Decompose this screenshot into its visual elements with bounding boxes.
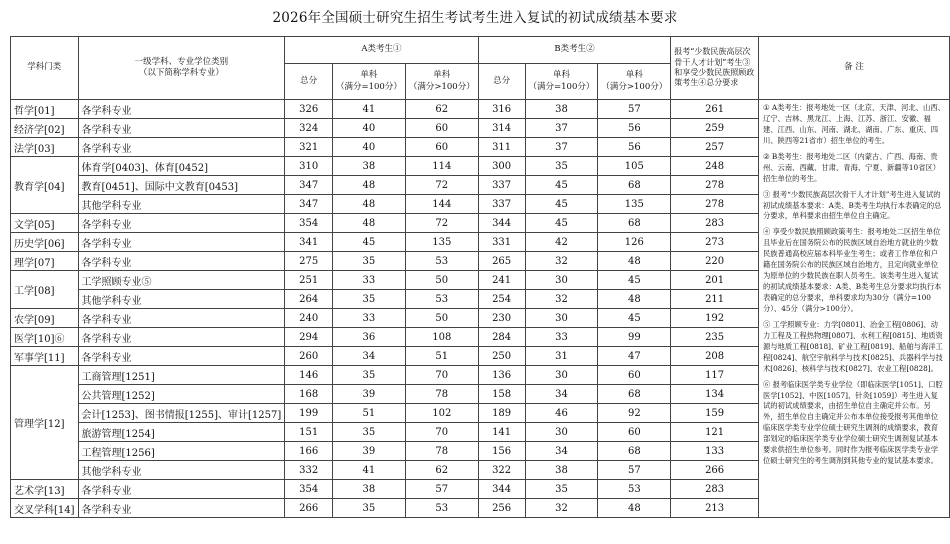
score-table xyxy=(10,36,950,518)
minority-total-score: 259 xyxy=(671,119,759,138)
single-100-score-b: 34 xyxy=(525,385,598,404)
single-gt100-score-b: 126 xyxy=(598,233,671,252)
header-category: 一级学科、专业学位类别 （以下简称学科专业） xyxy=(78,37,285,100)
total-score-a: 324 xyxy=(285,119,333,138)
minority-total-score: 133 xyxy=(671,442,759,461)
minority-total-score: 278 xyxy=(671,195,759,214)
discipline-cell: 交叉学科[14] xyxy=(11,499,79,518)
total-score-b: 254 xyxy=(478,290,525,309)
discipline-cell: 文学[05] xyxy=(11,214,79,233)
note-item: ⑥ 报考临床医学类专业学位（即临床医学[1051]、口腔医学[1052]、中医[1057]、针灸[1059]）考生进入复试的初试成绩要求，由招生单位自主确定并公布。另外，招生单位自主确定并公布本单位接受报考其他单位临床医学类专业学位硕士研究生调剂的成绩要求，教育部划定的临床医学类专业学位硕士研究生调剂复试基本要求供招生单位参考。同时作为报考临床医学类专业学位硕士研究生的考生调剂到其他专业的复试基本要求。 xyxy=(762,379,943,466)
total-score-b: 331 xyxy=(478,233,525,252)
total-score-a: 166 xyxy=(285,442,333,461)
single-gt100-score-a: 60 xyxy=(405,138,478,157)
single-gt100-score-a: 70 xyxy=(405,366,478,385)
discipline-cell: 经济学[02] xyxy=(11,119,79,138)
total-score-b: 156 xyxy=(478,442,525,461)
minority-total-score: 208 xyxy=(671,347,759,366)
minority-total-score: 283 xyxy=(671,214,759,233)
single-100-score-b: 46 xyxy=(525,404,598,423)
total-score-a: 347 xyxy=(285,176,333,195)
single-100-score-b: 45 xyxy=(525,176,598,195)
single-100-score-a: 35 xyxy=(332,499,405,518)
discipline-cell: 法学[03] xyxy=(11,138,79,157)
single-gt100-score-a: 102 xyxy=(405,404,478,423)
total-score-a: 332 xyxy=(285,461,333,480)
single-gt100-score-b: 45 xyxy=(598,271,671,290)
single-gt100-score-b: 135 xyxy=(598,195,671,214)
header-a-single-100: 单科 （满分=100分） xyxy=(332,64,405,100)
single-100-score-b: 33 xyxy=(525,328,598,347)
single-100-score-b: 30 xyxy=(525,423,598,442)
single-100-score-b: 30 xyxy=(525,366,598,385)
subject-cell: 各学科专业 xyxy=(78,499,285,518)
total-score-b: 344 xyxy=(478,480,525,499)
single-100-score-b: 32 xyxy=(525,499,598,518)
single-100-score-a: 41 xyxy=(332,100,405,119)
subject-cell: 教育[0451]、国际中文教育[0453] xyxy=(78,176,285,195)
single-gt100-score-b: 56 xyxy=(598,138,671,157)
subject-cell: 会计[1253]、图书情报[1255]、审计[1257] xyxy=(78,404,285,423)
note-item: ③ 报考“少数民族高层次骨干人才计划”考生进入复试的初试成绩基本要求：A类、B类考生均执行本表确定的总分要求，单科要求由招生单位自主确定。 xyxy=(762,189,942,221)
single-100-score-b: 35 xyxy=(525,157,598,176)
total-score-a: 146 xyxy=(285,366,333,385)
single-gt100-score-b: 57 xyxy=(598,461,671,480)
single-100-score-a: 40 xyxy=(332,119,405,138)
single-gt100-score-a: 62 xyxy=(405,100,478,119)
single-100-score-a: 35 xyxy=(332,366,405,385)
single-gt100-score-b: 60 xyxy=(598,423,671,442)
single-gt100-score-b: 48 xyxy=(598,499,671,518)
single-100-score-a: 40 xyxy=(332,138,405,157)
single-100-score-a: 33 xyxy=(332,309,405,328)
single-gt100-score-a: 60 xyxy=(405,119,478,138)
single-100-score-b: 35 xyxy=(525,480,598,499)
note-item: ① A类考生：报考地处一区（北京、天津、河北、山西、辽宁、吉林、黑龙江、上海、江苏、浙江、安徽、福建、江西、山东、河南、湖北、湖南、广东、重庆、四川、陕西等21省市）招生单位的考生。 xyxy=(762,103,945,145)
discipline-cell: 艺术学[13] xyxy=(11,480,79,499)
single-gt100-score-b: 92 xyxy=(598,404,671,423)
subject-cell: 各学科专业 xyxy=(78,119,285,138)
single-gt100-score-a: 72 xyxy=(405,176,478,195)
note-item: ② B类考生：报考地处二区（内蒙古、广西、海南、贵州、云南、西藏、甘肃、青海、宁夏、新疆等10省区）招生单位的考生。 xyxy=(762,151,941,183)
header-group-a: A类考生① xyxy=(285,37,478,64)
header-notes: 备 注 xyxy=(758,37,949,100)
single-gt100-score-a: 53 xyxy=(405,290,478,309)
discipline-cell: 历史学[06] xyxy=(11,233,79,252)
discipline-cell: 军事学[11] xyxy=(11,347,79,366)
single-100-score-a: 35 xyxy=(332,423,405,442)
single-gt100-score-a: 78 xyxy=(405,442,478,461)
total-score-b: 230 xyxy=(478,309,525,328)
single-100-score-a: 41 xyxy=(332,461,405,480)
minority-total-score: 283 xyxy=(671,480,759,499)
total-score-a: 326 xyxy=(285,100,333,119)
subject-cell: 各学科专业 xyxy=(78,328,285,347)
discipline-cell: 理学[07] xyxy=(11,252,79,271)
total-score-b: 265 xyxy=(478,252,525,271)
total-score-a: 310 xyxy=(285,157,333,176)
single-100-score-b: 37 xyxy=(525,119,598,138)
subject-cell: 各学科专业 xyxy=(78,100,285,119)
minority-total-score: 121 xyxy=(671,423,759,442)
minority-total-score: 235 xyxy=(671,328,759,347)
single-gt100-score-b: 68 xyxy=(598,214,671,233)
total-score-b: 136 xyxy=(478,366,525,385)
single-100-score-b: 38 xyxy=(525,100,598,119)
minority-total-score: 248 xyxy=(671,157,759,176)
single-100-score-a: 39 xyxy=(332,385,405,404)
total-score-a: 151 xyxy=(285,423,333,442)
discipline-cell: 教育学[04] xyxy=(11,157,79,214)
total-score-a: 341 xyxy=(285,233,333,252)
minority-total-score: 159 xyxy=(671,404,759,423)
subject-cell: 各学科专业 xyxy=(78,309,285,328)
single-100-score-b: 31 xyxy=(525,347,598,366)
discipline-cell: 哲学[01] xyxy=(11,100,79,119)
subject-cell: 其他学科专业 xyxy=(78,195,285,214)
single-100-score-a: 48 xyxy=(332,214,405,233)
note-item: ④ 享受少数民族照顾政策考生：报考地处二区招生单位且毕业后在国务院公布的民族区域自治地方就业的少数民族普通高校应届本科毕业生考生；或者工作单位和户籍在国务院公布的民族区域自治地方，且定向就业单位为原单位的少数民族在职人员考生。该类考生进入复试的初试成绩基本要求：A类、B类考生总分要求均执行本表确定的总分要求，单科要求均为30分（满分=100分）、45分（满分>100分）。 xyxy=(762,227,942,313)
total-score-b: 284 xyxy=(478,328,525,347)
single-100-score-a: 34 xyxy=(332,347,405,366)
table-row xyxy=(11,100,950,119)
minority-total-score: 211 xyxy=(671,290,759,309)
single-gt100-score-a: 57 xyxy=(405,480,478,499)
single-100-score-b: 45 xyxy=(525,195,598,214)
total-score-b: 311 xyxy=(478,138,525,157)
single-gt100-score-a: 78 xyxy=(405,385,478,404)
total-score-a: 354 xyxy=(285,214,333,233)
single-100-score-a: 35 xyxy=(332,252,405,271)
minority-total-score: 192 xyxy=(671,309,759,328)
minority-total-score: 220 xyxy=(671,252,759,271)
single-gt100-score-b: 47 xyxy=(598,347,671,366)
total-score-b: 189 xyxy=(478,404,525,423)
total-score-b: 300 xyxy=(478,157,525,176)
single-gt100-score-b: 57 xyxy=(598,100,671,119)
total-score-a: 264 xyxy=(285,290,333,309)
subject-cell: 公共管理[1252] xyxy=(78,385,285,404)
single-100-score-a: 38 xyxy=(332,480,405,499)
subject-cell: 各学科专业 xyxy=(78,252,285,271)
note-item: ⑤ 工学照顾专业：力学[0801]、冶金工程[0806]、动力工程及工程热物理[0807]、水利工程[0815]、地质资源与地质工程[0818]、矿业工程[0819]、船舶与海洋工程[0824]、航空宇航科学与技术[0825]、兵器科学与技术[0826]、核科学与技术[0827]、农业工程[0828]。 xyxy=(762,319,943,373)
single-gt100-score-b: 105 xyxy=(598,157,671,176)
total-score-a: 266 xyxy=(285,499,333,518)
minority-total-score: 273 xyxy=(671,233,759,252)
single-gt100-score-a: 135 xyxy=(405,233,478,252)
single-100-score-a: 48 xyxy=(332,176,405,195)
single-gt100-score-a: 72 xyxy=(405,214,478,233)
total-score-b: 337 xyxy=(478,195,525,214)
header-a-total: 总分 xyxy=(285,64,333,100)
header-discipline: 学科门类 xyxy=(11,37,79,100)
notes-cell xyxy=(758,100,949,518)
header-group-b: B类考生② xyxy=(478,37,671,64)
total-score-a: 321 xyxy=(285,138,333,157)
single-100-score-a: 48 xyxy=(332,195,405,214)
subject-cell: 各学科专业 xyxy=(78,347,285,366)
total-score-b: 158 xyxy=(478,385,525,404)
total-score-a: 251 xyxy=(285,271,333,290)
single-gt100-score-b: 68 xyxy=(598,176,671,195)
subject-cell: 各学科专业 xyxy=(78,480,285,499)
single-gt100-score-b: 45 xyxy=(598,309,671,328)
single-gt100-score-b: 48 xyxy=(598,290,671,309)
single-100-score-b: 30 xyxy=(525,309,598,328)
discipline-cell: 工学[08] xyxy=(11,271,79,309)
total-score-b: 241 xyxy=(478,271,525,290)
total-score-a: 260 xyxy=(285,347,333,366)
total-score-b: 250 xyxy=(478,347,525,366)
minority-total-score: 134 xyxy=(671,385,759,404)
single-100-score-b: 38 xyxy=(525,461,598,480)
single-100-score-b: 37 xyxy=(525,138,598,157)
single-100-score-b: 30 xyxy=(525,271,598,290)
total-score-a: 168 xyxy=(285,385,333,404)
single-gt100-score-b: 48 xyxy=(598,252,671,271)
total-score-b: 316 xyxy=(478,100,525,119)
total-score-b: 322 xyxy=(478,461,525,480)
subject-cell: 其他学科专业 xyxy=(78,290,285,309)
subject-cell: 体育学[0403]、体育[0452] xyxy=(78,157,285,176)
minority-total-score: 117 xyxy=(671,366,759,385)
page-title: 2026年全国硕士研究生招生考试考生进入复试的初试成绩基本要求 xyxy=(272,10,678,26)
single-gt100-score-a: 50 xyxy=(405,271,478,290)
total-score-a: 240 xyxy=(285,309,333,328)
single-gt100-score-a: 50 xyxy=(405,309,478,328)
total-score-b: 337 xyxy=(478,176,525,195)
total-score-b: 256 xyxy=(478,499,525,518)
single-100-score-a: 38 xyxy=(332,157,405,176)
total-score-a: 294 xyxy=(285,328,333,347)
single-gt100-score-a: 51 xyxy=(405,347,478,366)
single-gt100-score-a: 144 xyxy=(405,195,478,214)
single-gt100-score-b: 53 xyxy=(598,480,671,499)
subject-cell: 各学科专业 xyxy=(78,214,285,233)
single-gt100-score-b: 99 xyxy=(598,328,671,347)
subject-cell: 各学科专业 xyxy=(78,138,285,157)
header-a-single-gt100: 单科 （满分>100分） xyxy=(405,64,478,100)
single-gt100-score-a: 70 xyxy=(405,423,478,442)
single-gt100-score-a: 108 xyxy=(405,328,478,347)
single-100-score-a: 33 xyxy=(332,271,405,290)
single-gt100-score-b: 60 xyxy=(598,366,671,385)
header-b-total: 总分 xyxy=(478,64,525,100)
single-gt100-score-a: 53 xyxy=(405,499,478,518)
minority-total-score: 261 xyxy=(671,100,759,119)
minority-total-score: 257 xyxy=(671,138,759,157)
minority-total-score: 213 xyxy=(671,499,759,518)
single-gt100-score-b: 56 xyxy=(598,119,671,138)
single-100-score-b: 32 xyxy=(525,252,598,271)
total-score-b: 344 xyxy=(478,214,525,233)
single-gt100-score-b: 68 xyxy=(598,442,671,461)
total-score-b: 141 xyxy=(478,423,525,442)
subject-cell: 其他学科专业 xyxy=(78,461,285,480)
total-score-a: 347 xyxy=(285,195,333,214)
single-100-score-b: 45 xyxy=(525,214,598,233)
single-gt100-score-a: 62 xyxy=(405,461,478,480)
single-gt100-score-a: 53 xyxy=(405,252,478,271)
total-score-a: 199 xyxy=(285,404,333,423)
header-b-single-gt100: 单科 （满分>100分） xyxy=(598,64,671,100)
discipline-cell: 医学[10]⑥ xyxy=(11,328,79,347)
subject-cell: 工商管理[1251] xyxy=(78,366,285,385)
single-100-score-b: 32 xyxy=(525,290,598,309)
minority-total-score: 201 xyxy=(671,271,759,290)
single-100-score-a: 45 xyxy=(332,233,405,252)
total-score-a: 275 xyxy=(285,252,333,271)
discipline-cell: 农学[09] xyxy=(11,309,79,328)
total-score-b: 314 xyxy=(478,119,525,138)
single-100-score-b: 34 xyxy=(525,442,598,461)
total-score-a: 354 xyxy=(285,480,333,499)
single-gt100-score-b: 68 xyxy=(598,385,671,404)
minority-total-score: 278 xyxy=(671,176,759,195)
single-100-score-a: 36 xyxy=(332,328,405,347)
subject-cell: 工程管理[1256] xyxy=(78,442,285,461)
single-100-score-b: 42 xyxy=(525,233,598,252)
header-minority-total: 报考“少数民族高层次骨干人才计划”考生③和享受少数民族照顾政策考生④总分要求 xyxy=(671,37,759,100)
single-gt100-score-a: 114 xyxy=(405,157,478,176)
single-100-score-a: 35 xyxy=(332,290,405,309)
subject-cell: 各学科专业 xyxy=(78,233,285,252)
single-100-score-a: 51 xyxy=(332,404,405,423)
header-b-single-100: 单科 （满分=100分） xyxy=(525,64,598,100)
subject-cell: 工学照顾专业⑤ xyxy=(78,271,285,290)
subject-cell: 旅游管理[1254] xyxy=(78,423,285,442)
single-100-score-a: 39 xyxy=(332,442,405,461)
discipline-cell: 管理学[12] xyxy=(11,366,79,480)
minority-total-score: 266 xyxy=(671,461,759,480)
